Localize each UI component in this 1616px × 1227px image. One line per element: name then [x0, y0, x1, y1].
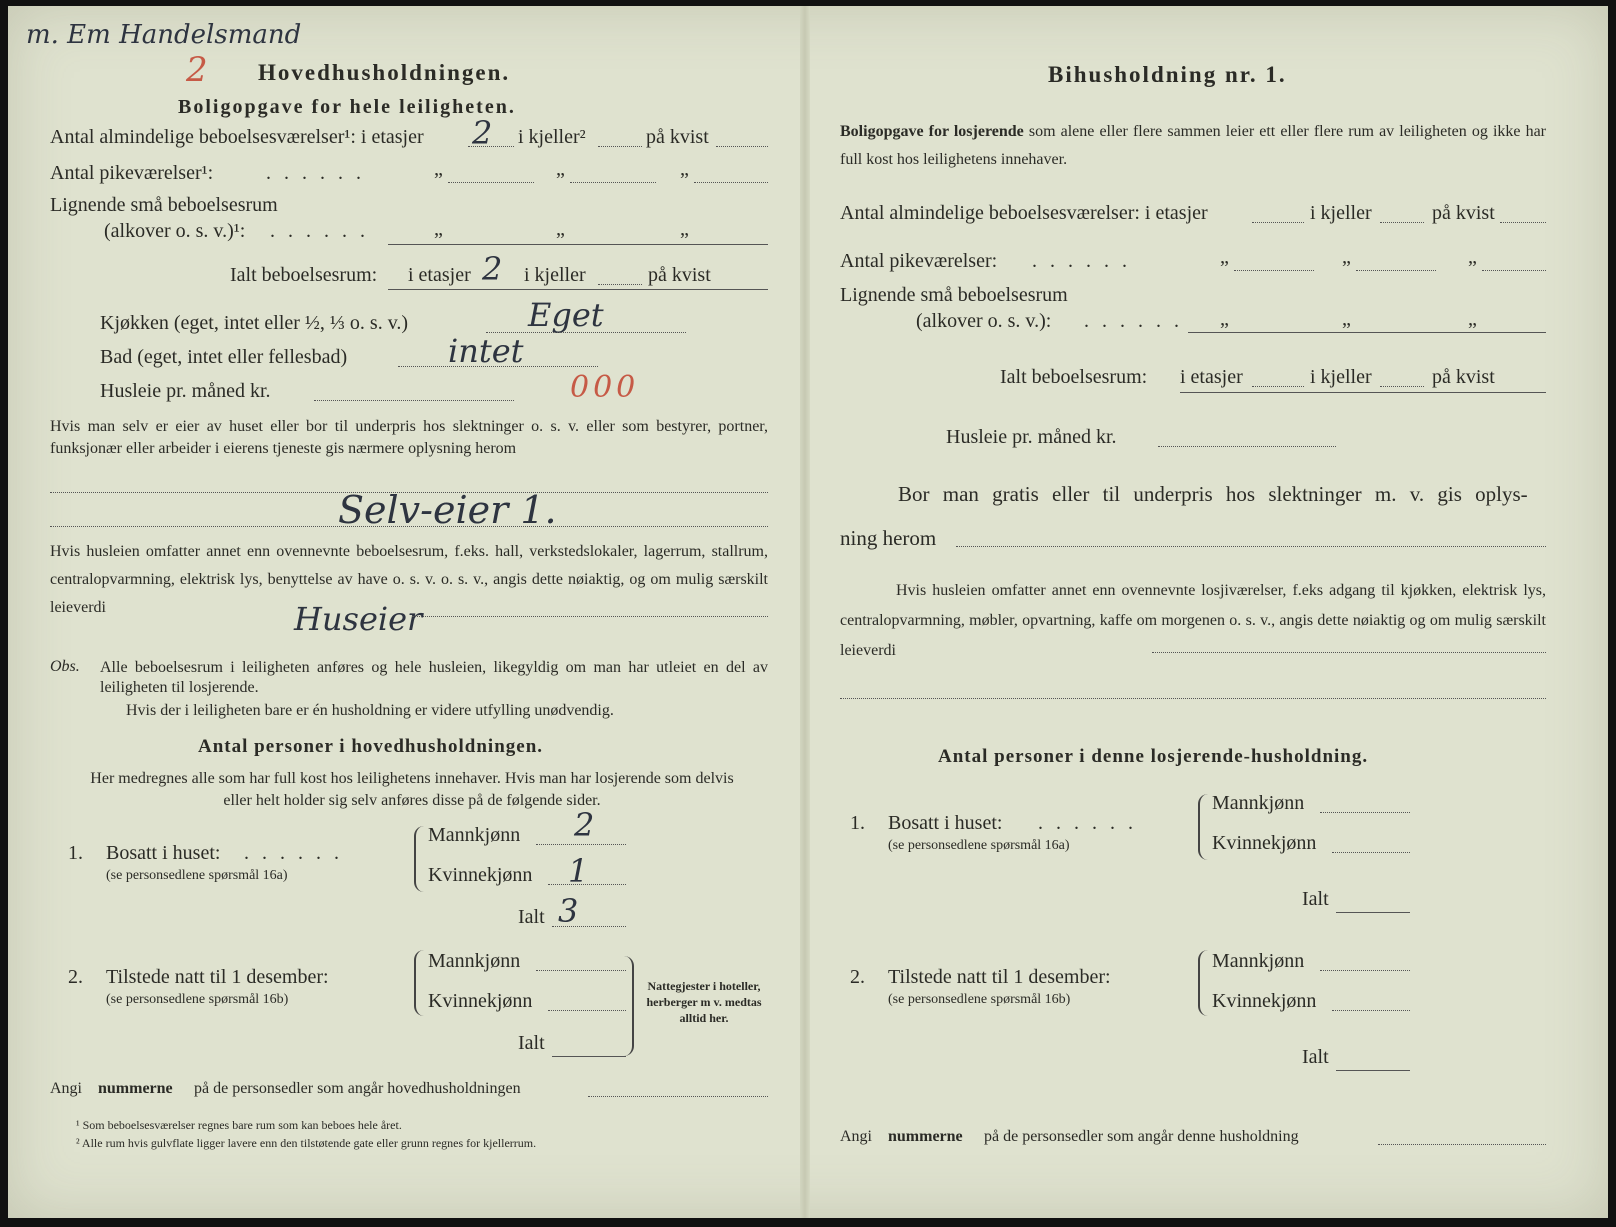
right-row2-line-1: [1234, 270, 1314, 271]
right-gratis-line: [956, 546, 1546, 547]
left-footnote-2: ² Alle rum hvis gulvflate ligger lavere enn den tilstøtende gate eller grunn regnes for kjellerrum.: [76, 1136, 537, 1150]
left-q2-label: Tilstede natt til 1 desember:: [106, 966, 329, 988]
left-row2-label: Antal pikeværelser¹:: [50, 162, 214, 184]
left-q1-mann-value: 2: [574, 806, 595, 844]
right-q2-kvinne-line: [1332, 1010, 1410, 1011]
right-row2-dots: . . . . . .: [1032, 250, 1131, 272]
right-q2-ialt-label: Ialt: [1302, 1046, 1329, 1068]
right-row1-etasjer-line: [1252, 222, 1304, 223]
left-q2-note: Nattegjester i hoteller, herberger m v. medtas alltid her.: [646, 979, 762, 1025]
right-omfatter-line: [1152, 652, 1546, 653]
right-persons-title: Antal personer i denne losjerende-husholdning.: [938, 746, 1369, 767]
left-row2-line-1: [448, 182, 534, 183]
left-row3-label-b: (alkover o. s. v.)¹:: [104, 220, 246, 242]
right-q1-kvinne-label: Kvinnekjønn: [1212, 832, 1317, 854]
right-title: Bihusholdning nr. 1.: [1048, 62, 1287, 87]
right-q1-sub: (se personsedlene spørsmål 16a): [888, 838, 1070, 853]
right-angi-b: nummerne: [888, 1128, 963, 1145]
right-q1-ialt-line: [1336, 912, 1410, 913]
right-row3-quote-3: „: [1468, 308, 1477, 330]
right-row2-line-2: [1356, 270, 1436, 271]
right-row1-kvist: på kvist: [1432, 202, 1495, 224]
left-q2-kvinne-line: [548, 1010, 626, 1011]
left-q2-number: 2.: [68, 966, 83, 988]
left-q2-sub: (se personsedlene spørsmål 16b): [106, 992, 289, 1007]
left-row3-quote-2: „: [556, 218, 565, 240]
right-omfatter-line-2: [840, 698, 1546, 699]
left-q1-ialt-value: 3: [558, 892, 579, 930]
left-ialt-label: Ialt beboelsesrum:: [230, 264, 378, 286]
right-ialt-kvist: på kvist: [1432, 366, 1495, 388]
left-ialt-kjeller-line: [598, 284, 642, 285]
left-row3-label-a: Lignende små beboelsesrum: [50, 194, 278, 216]
right-row3-dots: . . . . . .: [1084, 310, 1183, 332]
left-title: Hovedhusholdningen.: [258, 60, 511, 85]
right-q2-mann-line: [1320, 970, 1410, 971]
right-husleie-label: Husleie pr. måned kr.: [946, 426, 1117, 448]
left-eier-value: Selv-eier 1.: [338, 488, 557, 532]
right-ialt-kjeller: i kjeller: [1310, 366, 1372, 388]
left-ialt-rule: [388, 289, 768, 290]
right-row1-kvist-line: [1500, 222, 1546, 223]
right-ialt-kjeller-line: [1380, 386, 1424, 387]
left-row1-etasjer-value: 2: [472, 114, 493, 152]
census-form-sheet: [8, 6, 1608, 1218]
right-q2-label: Tilstede natt til 1 desember:: [888, 966, 1111, 988]
left-eier-line-2: [50, 526, 768, 527]
left-row1-kjeller-line: [598, 146, 642, 147]
left-kjokken-label: Kjøkken (eget, intet eller ½, ⅓ o. s. v.): [100, 312, 409, 334]
right-row2-quote-2: „: [1342, 246, 1351, 268]
left-q1-ialt-label: Ialt: [518, 906, 545, 928]
left-eier-text: Hvis man selv er eier av huset eller bor til underpris hos slektninger o. s. v. eller som bestyrer, portner, funksjonær eller arbeider i eierens tjeneste gis nærmere oplysning herom: [50, 418, 768, 457]
right-row3-quote-1: „: [1220, 308, 1229, 330]
right-omfatter-text: Hvis husleien omfatter annet enn ovennevnte losjiværelser, f.eks adgang til kjøkken, elektrisk lys, centralopvarmning, møbler, opvartning, kaffe om morgenen o. s. v., angis dette nøiaktig og om mulig særskilt leieverdi: [840, 582, 1546, 659]
left-footnote-1: ¹ Som beboelsesværelser regnes bare rum som kan beboes hele året.: [76, 1118, 402, 1132]
left-angi-c: på de personsedler som angår hovedhusholdningen: [194, 1080, 521, 1097]
left-q2-mann-line: [536, 970, 626, 971]
left-row2-line-2: [570, 182, 656, 183]
right-q1-mann-label: Mannkjønn: [1212, 792, 1305, 814]
right-row2-label: Antal pikeværelser:: [840, 250, 998, 272]
left-omfatter-value: Huseier: [294, 600, 423, 638]
right-ialt-etasjer: i etasjer: [1180, 366, 1243, 388]
left-obs-text-2: Hvis der i leiligheten bare er én husholdning er videre utfylling unødvendig.: [126, 702, 614, 719]
left-persons-title: Antal personer i hovedhusholdningen.: [198, 736, 544, 757]
left-subtitle: Boligopgave for hele leiligheten.: [178, 96, 516, 118]
right-q2-sub: (se personsedlene spørsmål 16b): [888, 992, 1071, 1007]
right-husleie-line: [1158, 446, 1336, 447]
right-ialt-rule: [1180, 392, 1546, 393]
left-husleie-value: 000: [570, 370, 640, 405]
left-persons-intro: Her medregnes alle som har full kost hos leilighetens innehaver. Hvis man har losjerende som delvis eller helt holder sig selv anføres disse på de følgende sider.: [90, 770, 734, 809]
right-row1-kjeller-line: [1380, 222, 1424, 223]
right-row3-label-b: (alkover o. s. v.):: [916, 310, 1052, 332]
right-row1-kjeller: i kjeller: [1310, 202, 1372, 224]
left-q2-kvinne-label: Kvinnekjønn: [428, 990, 533, 1012]
right-row3-quote-2: „: [1342, 308, 1351, 330]
right-intro-rest: som alene eller flere sammen leier ett eller flere rum av leiligheten og ikke har full kost hos leilighetens innehaver.: [840, 123, 1546, 168]
right-q1-kvinne-line: [1332, 852, 1410, 853]
right-ialt-etasjer-line: [1252, 386, 1304, 387]
left-q1-label: Bosatt i huset:: [106, 842, 221, 864]
left-row3-quote-1: „: [434, 218, 443, 240]
left-ialt-kjeller: i kjeller: [524, 264, 586, 286]
left-q1-mann-line: [536, 844, 626, 845]
left-angi-line: [588, 1096, 768, 1097]
left-q1-dots: . . . . . .: [244, 842, 343, 864]
right-angi-c: på de personsedler som angår denne husholdning: [984, 1128, 1299, 1145]
left-bad-value: intet: [448, 332, 524, 370]
left-row2-quote-2: „: [556, 158, 565, 180]
left-q1-number: 1.: [68, 842, 83, 864]
left-ialt-etasjer-value: 2: [482, 250, 503, 288]
left-row2-quote-3: „: [680, 158, 689, 180]
right-q1-label: Bosatt i huset:: [888, 812, 1003, 834]
annotation-top: m. Em Handelsmand: [26, 20, 302, 50]
right-q1-dots: . . . . . .: [1038, 812, 1137, 834]
right-angi-a: Angi: [840, 1128, 872, 1145]
right-q1-brace: [1198, 794, 1210, 860]
right-row1-label: Antal almindelige beboelsesværelser: i etasjer: [840, 202, 1208, 224]
left-husleie-label: Husleie pr. måned kr.: [100, 380, 271, 402]
right-q2-kvinne-label: Kvinnekjønn: [1212, 990, 1317, 1012]
right-row3-label-a: Lignende små beboelsesrum: [840, 284, 1068, 306]
left-row1-kvist-line: [716, 146, 768, 147]
left-row1-label: Antal almindelige beboelsesværelser¹: i etasjer: [50, 126, 424, 148]
left-q1-sub: (se personsedlene spørsmål 16a): [106, 868, 288, 883]
left-q2-ialt-line: [552, 1056, 626, 1057]
right-q2-number: 2.: [850, 966, 865, 988]
right-q1-number: 1.: [850, 812, 865, 834]
left-row1-kvist: på kvist: [646, 126, 709, 148]
right-intro-bold: Boligopgave for losjerende: [840, 123, 1024, 140]
right-row2-quote-1: „: [1220, 246, 1229, 268]
left-omfatter-line: [412, 616, 768, 617]
left-angi-b: nummerne: [98, 1080, 173, 1097]
left-q2-brace: [414, 950, 426, 1016]
left-q1-mann-label: Mannkjønn: [428, 824, 521, 846]
left-bad-label: Bad (eget, intet eller fellesbad): [100, 346, 348, 368]
right-gratis-a: Bor man gratis eller til underpris hos slektninger m. v. gis oplys-: [898, 482, 1528, 506]
left-bad-line: [398, 366, 598, 367]
left-kjokken-value: Eget: [528, 296, 604, 334]
left-ialt-kvist: på kvist: [648, 264, 711, 286]
right-q2-brace: [1198, 950, 1210, 1016]
right-angi-line: [1378, 1144, 1546, 1145]
left-obs-text-1: Alle beboelsesrum i leiligheten anføres og hele husleien, likegyldig om man har utleiet en del av leiligheten til losjerende.: [100, 659, 768, 696]
left-row2-dots: . . . . . .: [266, 162, 365, 184]
right-q2-ialt-line: [1336, 1070, 1410, 1071]
page-fold: [800, 6, 810, 1218]
left-q2-right-brace: [622, 956, 634, 1056]
left-row2-line-3: [694, 182, 768, 183]
right-q1-ialt-label: Ialt: [1302, 888, 1329, 910]
left-q2-ialt-label: Ialt: [518, 1032, 545, 1054]
left-obs-label: Obs.: [50, 658, 80, 675]
left-angi-a: Angi: [50, 1080, 82, 1097]
left-q1-kvinne-label: Kvinnekjønn: [428, 864, 533, 886]
left-q2-mann-label: Mannkjønn: [428, 950, 521, 972]
right-row2-line-3: [1482, 270, 1546, 271]
right-q1-mann-line: [1320, 812, 1410, 813]
right-q2-mann-label: Mannkjønn: [1212, 950, 1305, 972]
left-row3-quote-3: „: [680, 218, 689, 240]
right-row2-quote-3: „: [1468, 246, 1477, 268]
left-q1-brace: [414, 826, 426, 892]
annotation-number: 2: [186, 50, 208, 90]
left-row3-dots: . . . . . .: [270, 220, 369, 242]
left-husleie-line: [314, 400, 514, 401]
left-row2-quote-1: „: [434, 158, 443, 180]
left-ialt-etasjer: i etasjer: [408, 264, 471, 286]
right-intro: [840, 118, 1546, 174]
left-q1-kvinne-value: 1: [568, 852, 589, 890]
left-row3-rule: [388, 244, 768, 245]
right-ialt-label: Ialt beboelsesrum:: [1000, 366, 1148, 388]
left-row1-kjeller: i kjeller²: [518, 126, 586, 148]
left-omfatter-text: Hvis husleien omfatter annet enn ovennevnte beboelsesrum, f.eks. hall, verkstedslokaler, lagerrum, stallrum, centralopvarmning, elektrisk lys, benyttelse av have o. s. v. o. s. v., angis dette nøiaktig, og om mulig særskilt leieverdi: [50, 543, 768, 616]
right-row3-rule: [1188, 332, 1546, 333]
right-gratis-b: ning herom: [840, 526, 937, 550]
